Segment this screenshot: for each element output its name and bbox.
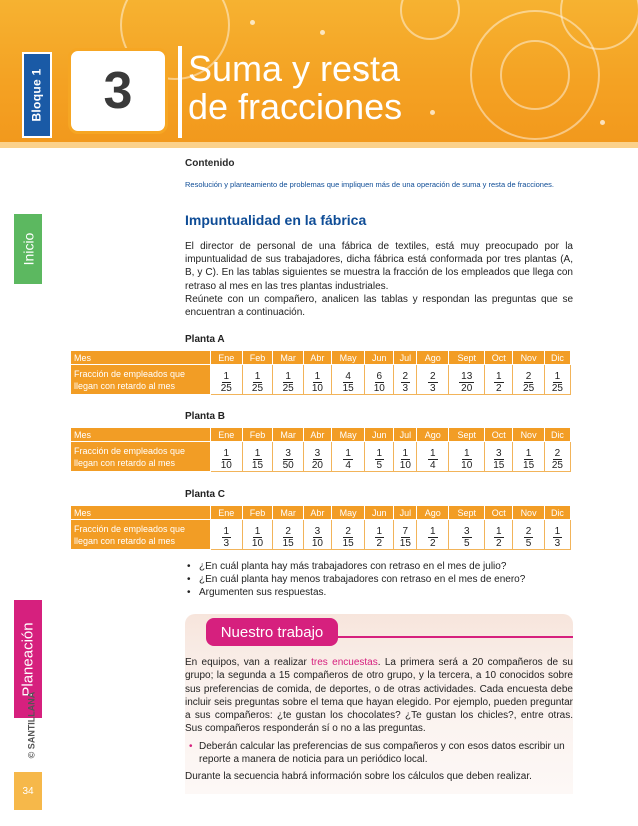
fraction-cell: [365, 442, 394, 472]
row-label: Fracción de empleados que llegan con retardo al mes: [71, 365, 211, 395]
fraction: [494, 371, 504, 394]
fraction-cell: [331, 365, 364, 395]
fraction: [312, 371, 323, 394]
decorative-circle: [400, 0, 460, 40]
intro-paragraph-2: Reúnete con un compañero, analicen las tablas y respondan las preguntas que se encuentran a continuación.: [185, 293, 573, 319]
contenido-heading: Contenido: [185, 158, 235, 169]
month-header: Sept: [449, 428, 485, 442]
denominator: 25: [551, 459, 563, 471]
month-header: Sept: [449, 351, 485, 365]
nuestro-trabajo-rule: [335, 636, 573, 638]
month-header: Nov: [513, 506, 545, 520]
fraction-cell: [365, 365, 394, 395]
numerator: 3: [314, 525, 321, 537]
fraction-cell: [544, 365, 570, 395]
fraction-cell: [211, 442, 243, 472]
fraction-cell: [544, 442, 570, 472]
page-number: 34: [22, 785, 34, 797]
numerator: 2: [525, 525, 532, 537]
questions-list: [185, 560, 573, 599]
fraction-cell: [513, 365, 545, 395]
question-item: • ¿En cuál planta hay menos trabajadores con retraso en el mes de enero?: [185, 573, 573, 586]
fraction: [428, 526, 438, 549]
fraction: [400, 448, 411, 471]
decorative-circle: [500, 40, 570, 110]
planta-b-heading: Planta B: [185, 411, 226, 422]
planta-a-table: [70, 350, 571, 395]
fraction: [428, 371, 438, 394]
fraction-cell: [449, 442, 485, 472]
month-header: Feb: [242, 506, 273, 520]
month-header: Abr: [303, 506, 331, 520]
denominator: 10: [311, 382, 323, 394]
numerator: 4: [345, 370, 351, 382]
contenido-text: Resolución y planteamiento de problemas que impliquen más de una operación de suma y resta de fracciones.: [185, 180, 554, 189]
denominator: 25: [523, 382, 535, 394]
fraction-cell: [273, 442, 304, 472]
fraction-cell: [417, 520, 449, 550]
numerator: 2: [402, 370, 409, 382]
fraction: [400, 526, 411, 549]
fraction-cell: [544, 520, 570, 550]
denominator: 25: [551, 382, 563, 394]
bloque-label: Bloque 1: [30, 68, 45, 122]
numerator: 1: [376, 447, 383, 459]
denominator: 10: [373, 382, 385, 394]
mes-header: Mes: [71, 428, 211, 442]
fraction: [343, 371, 354, 394]
chapter-title-line1: Suma y resta: [188, 48, 401, 89]
fraction-cell: [242, 442, 273, 472]
denominator: 15: [399, 537, 411, 549]
denominator: 20: [461, 382, 473, 394]
fraction: [552, 371, 563, 394]
numerator: 1: [463, 447, 470, 459]
fraction-cell: [485, 520, 513, 550]
fraction: [283, 371, 294, 394]
denominator: 2: [430, 537, 436, 549]
fraction-cell: [513, 520, 545, 550]
fraction-cell: [211, 365, 243, 395]
fraction: [221, 371, 232, 394]
fraction-cell: [365, 520, 394, 550]
denominator: 5: [525, 537, 532, 549]
month-header: Abr: [303, 351, 331, 365]
denominator: 5: [376, 459, 383, 471]
fraction-cell: [303, 520, 331, 550]
month-header: Ene: [211, 506, 243, 520]
decorative-dot: [430, 110, 435, 115]
fraction: [312, 526, 323, 549]
fraction-cell: [449, 520, 485, 550]
fraction: [222, 526, 232, 549]
planta-c-heading: Planta C: [185, 489, 226, 500]
numerator: 1: [430, 525, 436, 537]
nuestro-trabajo-title: Nuestro trabajo: [206, 618, 338, 646]
month-header: Feb: [242, 428, 273, 442]
month-header: Oct: [485, 428, 513, 442]
section-subheading: Impuntualidad en la fábrica: [185, 212, 367, 228]
nuestro-trabajo-closing: Durante la secuencia habrá información sobre los cálculos que deben realizar.: [185, 771, 532, 782]
fraction-cell: [417, 365, 449, 395]
fraction: [462, 526, 472, 549]
fraction-cell: [331, 442, 364, 472]
denominator: 2: [496, 382, 502, 394]
month-header: Mar: [273, 506, 304, 520]
denominator: 20: [311, 459, 323, 471]
month-header: Jul: [394, 506, 417, 520]
numerator: 1: [430, 447, 436, 459]
fraction-cell: [331, 520, 364, 550]
question-item: • ¿En cuál planta hay más trabajadores con retraso en el mes de julio?: [185, 560, 573, 573]
month-header: Jun: [365, 351, 394, 365]
fraction: [252, 448, 263, 471]
row-label: Fracción de empleados que llegan con retardo al mes: [71, 442, 211, 472]
numerator: 2: [285, 525, 291, 537]
copyright-notice: [24, 690, 38, 760]
numerator: 1: [525, 447, 532, 459]
denominator: 3: [554, 537, 561, 549]
fraction: [524, 526, 534, 549]
fraction: [552, 448, 563, 471]
fraction-cell: [242, 520, 273, 550]
month-header: Nov: [513, 428, 545, 442]
chapter-header: [0, 0, 638, 148]
fraction: [343, 526, 354, 549]
denominator: 10: [220, 459, 232, 471]
nuestro-trabajo-bullet: • Deberán calcular las preferencias de sus compañeros y con esos datos escribir un reporte a manera de noticia para un periódico local.: [185, 740, 573, 767]
question-item: • Argumenten sus respuestas.: [185, 586, 573, 599]
month-header: Ago: [417, 428, 449, 442]
decorative-dot: [250, 20, 255, 25]
denominator: 25: [220, 382, 232, 394]
month-header: Oct: [485, 506, 513, 520]
fraction: [252, 371, 263, 394]
mes-header: Mes: [71, 351, 211, 365]
denominator: 15: [493, 459, 505, 471]
denominator: 15: [342, 382, 354, 394]
chapter-number: 3: [103, 62, 133, 120]
fraction: [375, 526, 385, 549]
fraction: [493, 448, 504, 471]
month-header: Ene: [211, 428, 243, 442]
fraction-cell: [513, 442, 545, 472]
month-header: Dic: [544, 506, 570, 520]
numerator: 1: [223, 447, 230, 459]
numerator: 2: [525, 370, 532, 382]
month-header: Feb: [242, 351, 273, 365]
chapter-number-box: [68, 48, 168, 134]
fraction: [461, 448, 472, 471]
denominator: 25: [251, 382, 264, 394]
numerator: 1: [376, 525, 383, 537]
month-header: Sept: [449, 506, 485, 520]
fraction: [553, 526, 563, 549]
title-divider: [178, 46, 182, 138]
mes-header: Mes: [71, 506, 211, 520]
numerator: 13: [461, 370, 473, 382]
month-header: May: [331, 351, 364, 365]
numerator: 3: [496, 447, 502, 459]
numerator: 1: [254, 370, 261, 382]
bloque-tab: [22, 52, 52, 138]
denominator: 5: [463, 537, 470, 549]
page-number-box: [14, 772, 42, 810]
numerator: 1: [223, 370, 230, 382]
fraction-cell: [417, 442, 449, 472]
nt-text-before: En equipos, van a realizar: [185, 657, 312, 668]
nt-text-after: . La primera será a 20 compañeros de su grupo; la segunda a 15 compañeros de otro grupo, y la tercera, a 10 conocidos sobre sus preferencias de comida, de deportes, o de otras actividades. Cada encuesta debe incluir seis preguntas sobre el tema que hayan elegido. Por ejemplo, pueden preguntar a sus compañeros: ¿te gustan los chocolates? ¿Te gustan los chicles?, entre otras. Sus compañeros responderán sí o no a las preguntas.: [185, 657, 573, 735]
nt-highlight: tres encuestas: [311, 657, 378, 668]
fraction: [494, 526, 504, 549]
month-header: Dic: [544, 428, 570, 442]
numerator: 3: [463, 525, 470, 537]
fraction: [343, 448, 353, 471]
denominator: 15: [282, 537, 294, 549]
fraction-cell: [485, 442, 513, 472]
numerator: 1: [345, 447, 351, 459]
fraction-cell: [394, 442, 417, 472]
fraction-cell: [273, 365, 304, 395]
numerator: 1: [254, 525, 261, 537]
denominator: 4: [345, 459, 351, 471]
fraction-cell: [303, 442, 331, 472]
denominator: 3: [402, 382, 409, 394]
denominator: 15: [342, 537, 354, 549]
denominator: 15: [523, 459, 535, 471]
denominator: 4: [430, 459, 436, 471]
fraction: [428, 448, 438, 471]
denominator: 10: [399, 459, 411, 471]
side-tab-inicio-label: Inicio: [20, 232, 36, 266]
chapter-title-line2: de fracciones: [188, 86, 403, 127]
planta-a-heading: Planta A: [185, 334, 225, 345]
month-header: May: [331, 506, 364, 520]
fraction: [221, 448, 232, 471]
fraction: [523, 371, 534, 394]
fraction: [459, 371, 474, 394]
fraction-cell: [242, 365, 273, 395]
copyright-text: © SANTILLANA: [26, 691, 37, 759]
month-header: Jun: [365, 428, 394, 442]
intro-paragraph-1: El director de personal de una fábrica de textiles, está muy preocupado por la impuntualidad de sus trabajadores, dicha fábrica está conformada por tres plantas (A, B, y C). En las tablas siguientes se muestra la fracción de los empleados que llega con retraso al mes en las tres plantas industriales.: [185, 241, 573, 292]
month-header: Mar: [273, 428, 304, 442]
numerator: 1: [554, 370, 561, 382]
fraction: [523, 448, 534, 471]
month-header: Ago: [417, 506, 449, 520]
numerator: 1: [402, 447, 409, 459]
fraction: [312, 448, 323, 471]
month-header: Jun: [365, 506, 394, 520]
numerator: 7: [402, 525, 409, 537]
month-header: Oct: [485, 351, 513, 365]
numerator: 1: [223, 525, 230, 537]
fraction: [283, 448, 294, 471]
numerator: 6: [376, 370, 383, 382]
month-header: Mar: [273, 351, 304, 365]
fraction: [401, 371, 411, 394]
denominator: 50: [282, 459, 294, 471]
month-header: Abr: [303, 428, 331, 442]
intro-paragraph: [185, 240, 573, 319]
denominator: 25: [282, 382, 294, 394]
fraction: [252, 526, 263, 549]
numerator: 1: [314, 370, 321, 382]
denominator: 10: [461, 459, 473, 471]
decorative-dot: [600, 120, 605, 125]
month-header: Jul: [394, 351, 417, 365]
denominator: 3: [430, 382, 436, 394]
denominator: 2: [376, 537, 383, 549]
fraction: [374, 371, 385, 394]
denominator: 10: [251, 537, 264, 549]
row-label: Fracción de empleados que llegan con retardo al mes: [71, 520, 211, 550]
numerator: 1: [496, 370, 502, 382]
fraction: [375, 448, 385, 471]
denominator: 2: [496, 537, 502, 549]
side-tab-inicio[interactable]: [14, 214, 42, 284]
fraction-cell: [303, 365, 331, 395]
fraction-cell: [394, 365, 417, 395]
numerator: 1: [554, 525, 561, 537]
month-header: Nov: [513, 351, 545, 365]
fraction-cell: [485, 365, 513, 395]
denominator: 15: [251, 459, 264, 471]
month-header: May: [331, 428, 364, 442]
month-header: Ene: [211, 351, 243, 365]
numerator: 2: [554, 447, 561, 459]
fraction: [283, 526, 294, 549]
denominator: 10: [311, 537, 323, 549]
numerator: 2: [430, 370, 436, 382]
numerator: 1: [285, 370, 291, 382]
fraction-cell: [211, 520, 243, 550]
month-header: Dic: [544, 351, 570, 365]
planta-c-table: [70, 505, 571, 550]
fraction-cell: [449, 365, 485, 395]
numerator: 1: [496, 525, 502, 537]
nuestro-trabajo-text: [185, 656, 573, 736]
denominator: 3: [223, 537, 230, 549]
numerator: 1: [254, 447, 261, 459]
chapter-title: [188, 50, 402, 126]
fraction-cell: [394, 520, 417, 550]
decorative-dot: [320, 30, 325, 35]
numerator: 2: [345, 525, 351, 537]
month-header: Jul: [394, 428, 417, 442]
fraction-cell: [273, 520, 304, 550]
numerator: 3: [285, 447, 291, 459]
numerator: 3: [314, 447, 321, 459]
month-header: Ago: [417, 351, 449, 365]
planta-b-table: [70, 427, 571, 472]
side-tab-planeacion-label: Planeación: [19, 621, 37, 697]
